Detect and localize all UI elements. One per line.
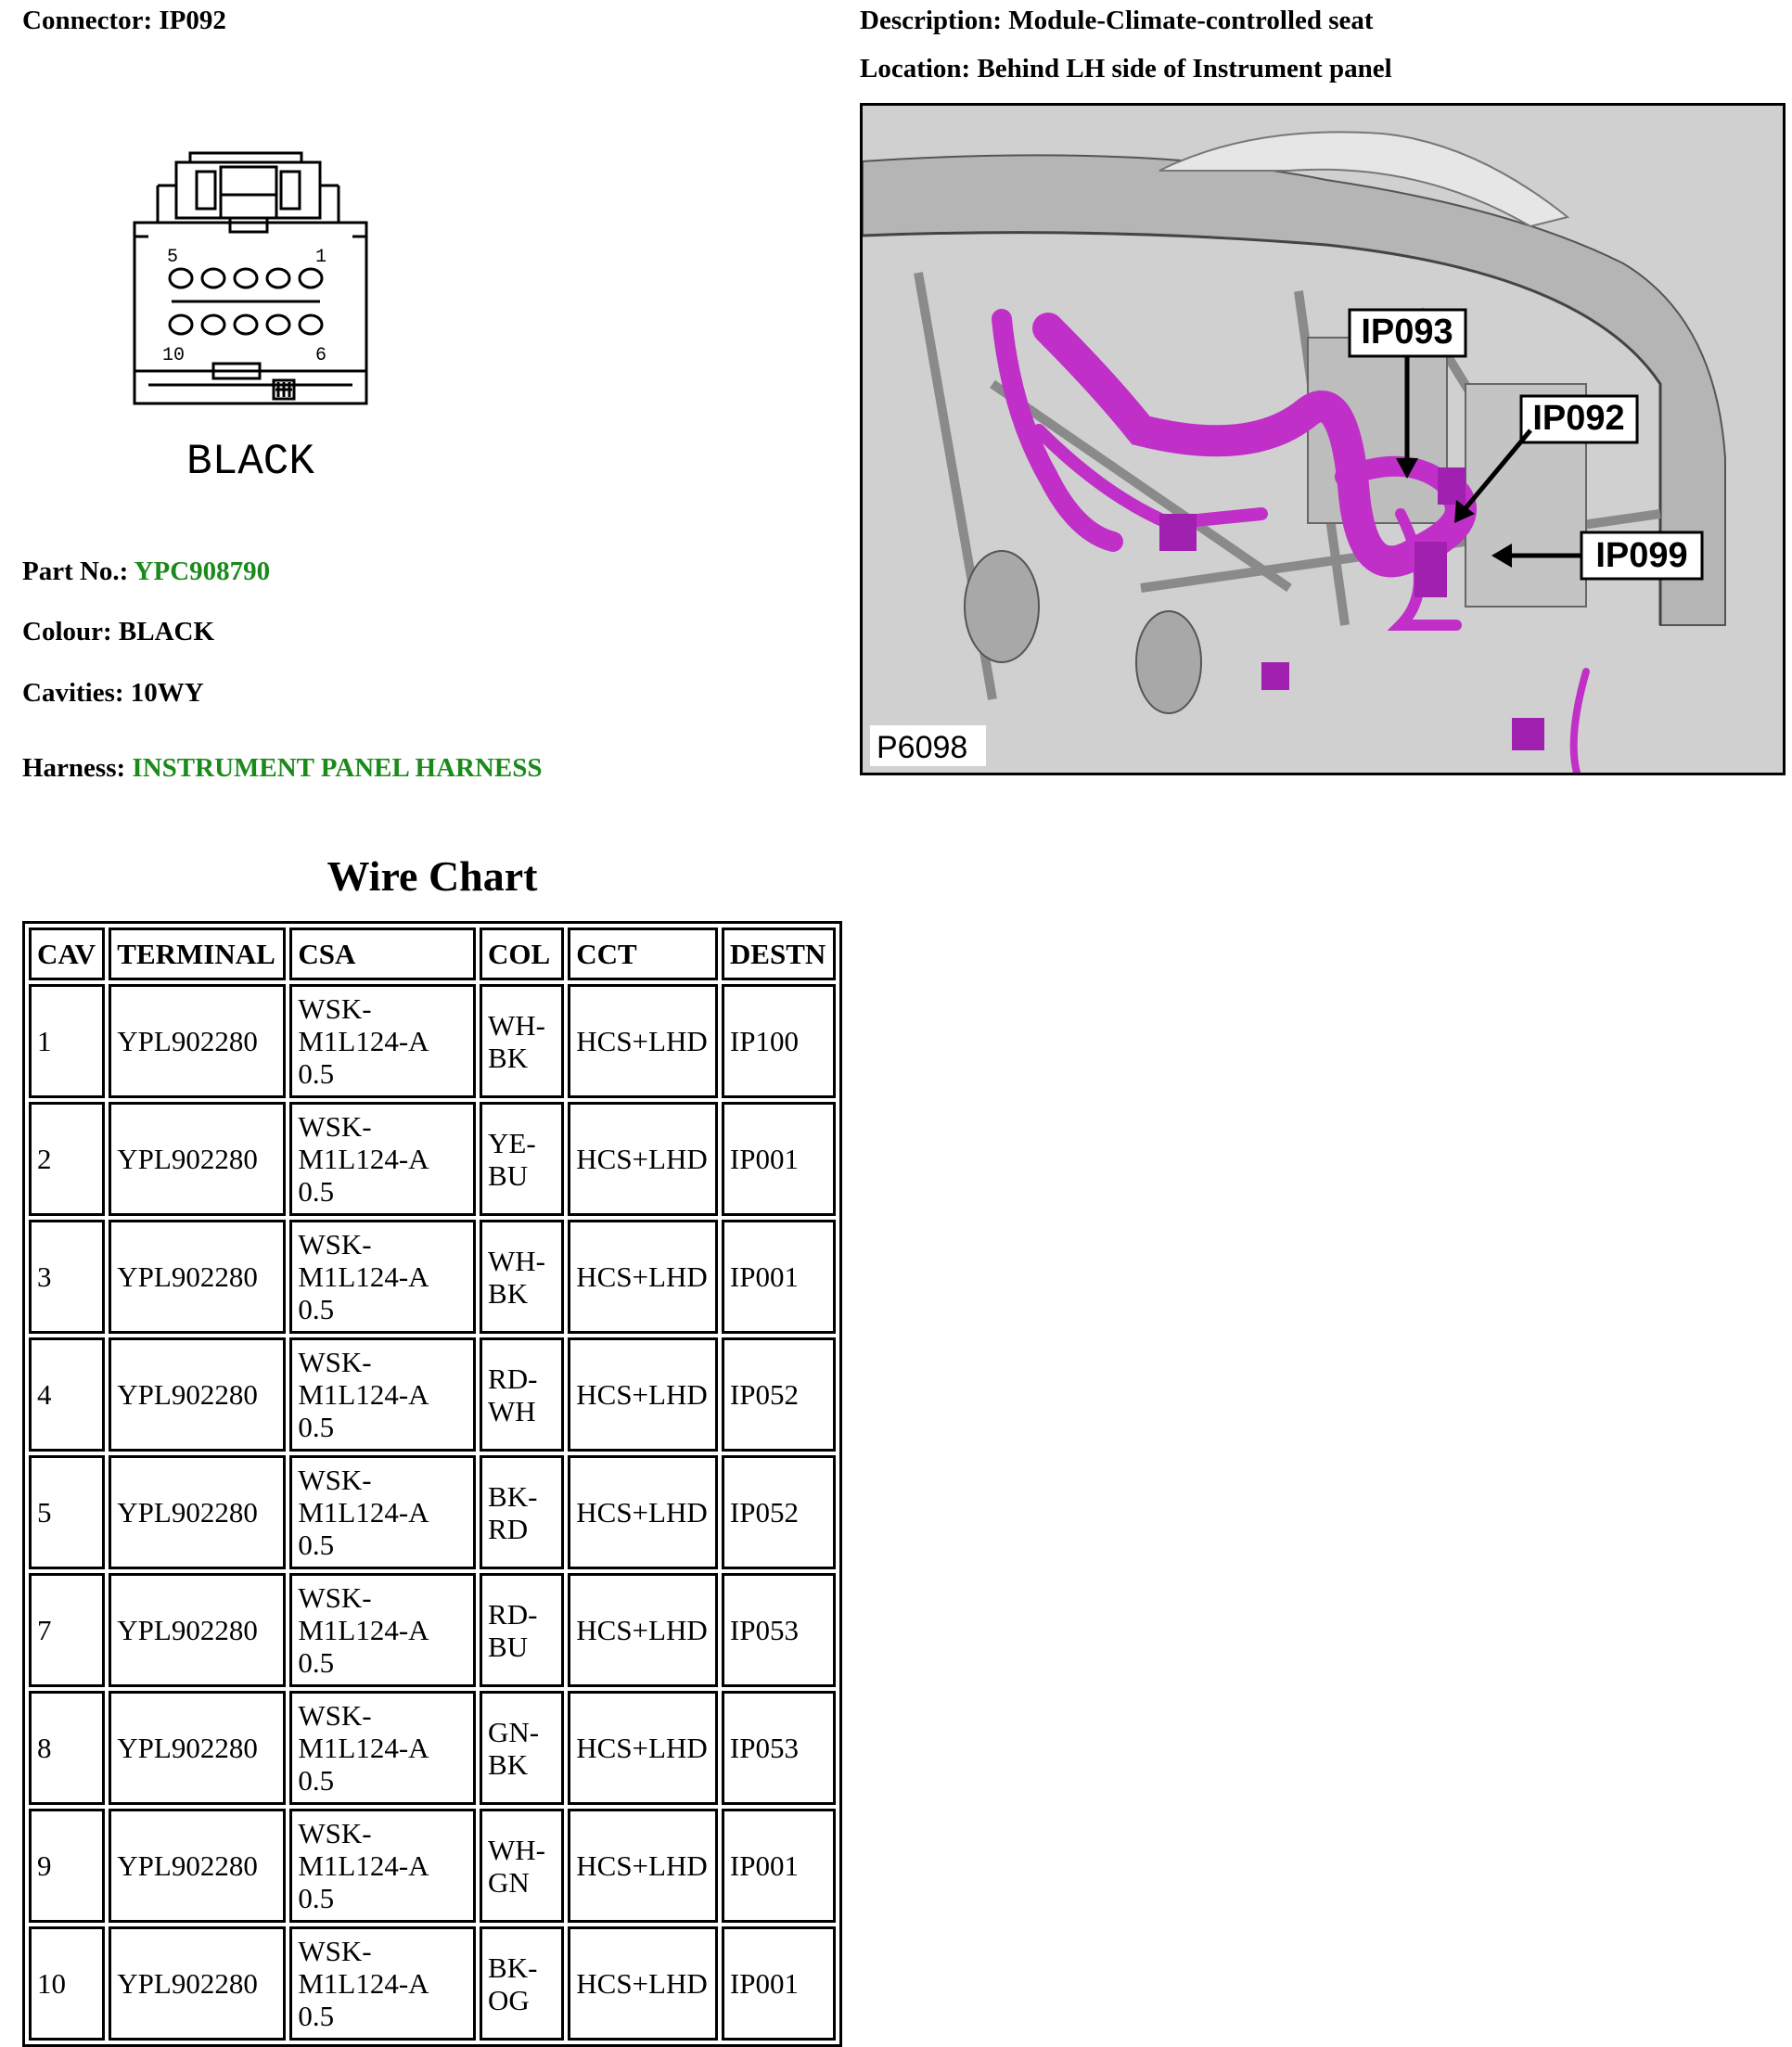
cell-col-text: OG [488, 1983, 530, 2016]
cell-cav-text: 7 [37, 1614, 52, 1646]
cell-csa-text: WSK- [298, 1464, 372, 1496]
cell-csa [289, 1455, 476, 1569]
cell-terminal [109, 1573, 286, 1687]
cell-cav [29, 1691, 105, 1805]
cell-col [480, 1455, 564, 1569]
connector-face-diagram [130, 148, 371, 501]
figure-code: P6098 [877, 730, 968, 765]
cell-terminal-text: YPL902280 [117, 1378, 258, 1411]
table-row [29, 1455, 836, 1569]
description-value: Module-Climate-controlled seat [1008, 6, 1374, 35]
cell-csa-text: M1L124-A [298, 1378, 429, 1411]
cell-csa [289, 984, 476, 1098]
cell-csa-text: 0.5 [298, 1882, 335, 1914]
cell-csa-text: M1L124-A [298, 1260, 429, 1293]
instrument-panel-illustration [863, 106, 1783, 773]
connector-label: Connector: [22, 6, 153, 35]
cell-terminal-text: YPL902280 [117, 1732, 258, 1764]
cell-destn [722, 1102, 836, 1216]
cell-csa-text: WSK- [298, 1110, 372, 1143]
cell-cct-text: HCS+LHD [576, 1967, 708, 2000]
cell-terminal [109, 1455, 286, 1569]
description-label: Description: [860, 6, 1003, 35]
cell-terminal [109, 1926, 286, 2041]
column-header-col: COL [480, 928, 564, 980]
cell-col [480, 1337, 564, 1452]
cell-cct-text: HCS+LHD [576, 1614, 708, 1646]
location-label: Location: [860, 54, 971, 83]
callout-ip099: IP099 [1595, 536, 1688, 575]
cell-csa [289, 1220, 476, 1334]
harness-line [22, 753, 543, 784]
cell-cav [29, 1220, 105, 1334]
cell-csa [289, 1337, 476, 1452]
cell-col-text: BK [488, 1747, 529, 1781]
cell-csa-text: M1L124-A [298, 1849, 429, 1882]
cell-cav-text: 1 [37, 1025, 52, 1057]
table-header-row [29, 928, 836, 980]
cell-terminal [109, 1102, 286, 1216]
cell-cct [568, 1809, 718, 1923]
cell-col [480, 1220, 564, 1334]
cell-destn [722, 984, 836, 1098]
cell-col [480, 1691, 564, 1805]
cell-csa-text: 0.5 [298, 1764, 335, 1797]
cell-col-text: WH [488, 1394, 536, 1427]
cell-terminal-text: YPL902280 [117, 1496, 258, 1529]
cell-csa-text: WSK- [298, 1817, 372, 1849]
column-header-csa: CSA [289, 928, 476, 980]
cell-cct-text: HCS+LHD [576, 1143, 708, 1175]
table-row [29, 1809, 836, 1923]
cell-cct [568, 1220, 718, 1334]
cell-terminal-text: YPL902280 [117, 1849, 258, 1882]
cavities-value: 10WY [130, 678, 204, 708]
cavities-label: Cavities: [22, 678, 124, 708]
harness-link[interactable]: INSTRUMENT PANEL HARNESS [132, 753, 543, 783]
cell-cct [568, 1573, 718, 1687]
cell-destn-text: IP001 [729, 1849, 799, 1882]
cell-csa [289, 1691, 476, 1805]
description-line [860, 6, 1374, 36]
cell-csa-text: M1L124-A [298, 1496, 429, 1529]
cell-cct-text: HCS+LHD [576, 1496, 708, 1529]
cell-csa [289, 1809, 476, 1923]
cell-cav [29, 1102, 105, 1216]
cell-col [480, 1102, 564, 1216]
wire-chart-title: Wire Chart [326, 852, 538, 900]
cell-terminal [109, 1691, 286, 1805]
cell-terminal-text: YPL902280 [117, 1025, 258, 1057]
location-value: Behind LH side of Instrument panel [977, 54, 1392, 83]
cell-csa-text: M1L124-A [298, 1614, 429, 1646]
table-row [29, 1220, 836, 1334]
cell-csa-text: M1L124-A [298, 1967, 429, 2000]
cell-col-text: RD- [488, 1362, 538, 1395]
callout-ip093: IP093 [1361, 313, 1453, 352]
cell-cav-text: 5 [37, 1496, 52, 1529]
cell-terminal-text: YPL902280 [117, 1614, 258, 1646]
cell-col-text: WH- [488, 1008, 546, 1042]
cell-destn-text: IP053 [729, 1732, 799, 1764]
pin-label-5: 5 [167, 247, 179, 268]
cell-csa-text: 0.5 [298, 1293, 335, 1325]
cell-col-text: BK- [488, 1479, 538, 1513]
cell-csa-text: WSK- [298, 1228, 372, 1260]
part-no-link[interactable]: YPC908790 [134, 557, 271, 586]
cell-col-text: BU [488, 1158, 529, 1192]
colour-label: Colour: [22, 617, 112, 646]
cell-csa-text: 0.5 [298, 1175, 335, 1208]
table-row [29, 984, 836, 1098]
connector-line [22, 6, 226, 36]
cell-col-text: GN [488, 1865, 530, 1899]
wire-chart-body [29, 984, 836, 2041]
part-no-label: Part No.: [22, 557, 129, 586]
column-header-cav: CAV [29, 928, 105, 980]
cell-col [480, 984, 564, 1098]
cell-destn-text: IP001 [729, 1967, 799, 2000]
wire-chart-table [22, 921, 842, 2047]
pin-label-10: 10 [162, 345, 186, 366]
cell-csa-text: WSK- [298, 1581, 372, 1614]
cell-col-text: GN- [488, 1715, 540, 1748]
cell-cav-text: 3 [37, 1260, 52, 1293]
cell-cav [29, 1337, 105, 1452]
cell-terminal-text: YPL902280 [117, 1967, 258, 2000]
cell-cav-text: 2 [37, 1143, 52, 1175]
cell-col-text: BK [488, 1041, 529, 1074]
cell-destn-text: IP001 [729, 1260, 799, 1293]
cell-col-text: BK [488, 1276, 529, 1310]
colour-value: BLACK [118, 617, 215, 646]
cell-destn-text: IP052 [729, 1378, 799, 1411]
harness-label: Harness: [22, 753, 126, 783]
cell-csa [289, 1573, 476, 1687]
cell-terminal [109, 984, 286, 1098]
cell-col-text: RD [488, 1512, 529, 1545]
cell-csa-text: M1L124-A [298, 1143, 429, 1175]
cell-cav-text: 9 [37, 1849, 52, 1882]
colour-line [22, 617, 214, 647]
column-header-destn: DESTN [722, 928, 836, 980]
cell-cct [568, 1337, 718, 1452]
cell-terminal [109, 1220, 286, 1334]
cell-csa-text: M1L124-A [298, 1025, 429, 1057]
cell-col-text: BU [488, 1630, 529, 1663]
callout-ip092: IP092 [1532, 399, 1625, 438]
cell-col-text: WH- [488, 1833, 546, 1866]
cell-cav-text: 8 [37, 1732, 52, 1764]
cell-terminal-text: YPL902280 [117, 1143, 258, 1175]
cell-cct-text: HCS+LHD [576, 1025, 708, 1057]
cell-col-text: WH- [488, 1244, 546, 1277]
cell-destn [722, 1220, 836, 1334]
cell-destn [722, 1573, 836, 1687]
cell-destn [722, 1926, 836, 2041]
table-row [29, 1102, 836, 1216]
cell-terminal-text: YPL902280 [117, 1260, 258, 1293]
cell-destn [722, 1455, 836, 1569]
cell-cct-text: HCS+LHD [576, 1849, 708, 1882]
cell-col-text: BK- [488, 1951, 538, 1984]
column-header-terminal: TERMINAL [109, 928, 286, 980]
cell-cav [29, 984, 105, 1098]
cell-csa-text: 0.5 [298, 2000, 335, 2032]
cell-cav [29, 1573, 105, 1687]
cell-cct-text: HCS+LHD [576, 1378, 708, 1411]
cell-csa-text: WSK- [298, 1699, 372, 1732]
cell-csa-text: 0.5 [298, 1411, 335, 1443]
cell-cav [29, 1809, 105, 1923]
cell-csa-text: WSK- [298, 992, 372, 1025]
cell-csa-text: WSK- [298, 1935, 372, 1967]
location-line [860, 54, 1392, 84]
cell-cct [568, 1926, 718, 2041]
connector-value: IP092 [159, 6, 226, 35]
cell-destn-text: IP053 [729, 1614, 799, 1646]
cell-terminal [109, 1337, 286, 1452]
cell-terminal [109, 1809, 286, 1923]
column-header-cct: CCT [568, 928, 718, 980]
cavities-line [22, 678, 204, 709]
cell-cct-text: HCS+LHD [576, 1732, 708, 1764]
cell-csa-text: 0.5 [298, 1646, 335, 1679]
connector-colour-caption: BLACK [186, 438, 315, 486]
cell-col-text: RD- [488, 1597, 538, 1631]
location-illustration [860, 103, 1786, 775]
cell-csa-text: 0.5 [298, 1057, 335, 1090]
cell-destn [722, 1691, 836, 1805]
cell-col [480, 1573, 564, 1687]
table-row [29, 1573, 836, 1687]
cell-cav [29, 1926, 105, 2041]
pin-label-1: 1 [315, 247, 327, 268]
table-row [29, 1691, 836, 1805]
cell-cct [568, 1102, 718, 1216]
cell-col [480, 1809, 564, 1923]
cell-destn-text: IP001 [729, 1143, 799, 1175]
cell-csa-text: WSK- [298, 1346, 372, 1378]
cell-csa-text: M1L124-A [298, 1732, 429, 1764]
cell-destn-text: IP052 [729, 1496, 799, 1529]
cell-destn [722, 1809, 836, 1923]
cell-cav [29, 1455, 105, 1569]
part-no-line [22, 557, 270, 587]
cell-cct [568, 1691, 718, 1805]
cell-cav-text: 4 [37, 1378, 52, 1411]
cell-cct [568, 984, 718, 1098]
cell-csa-text: 0.5 [298, 1529, 335, 1561]
cell-destn-text: IP100 [729, 1025, 799, 1057]
table-row [29, 1926, 836, 2041]
pin-label-6: 6 [315, 345, 327, 366]
table-row [29, 1337, 836, 1452]
cell-csa [289, 1926, 476, 2041]
cell-csa [289, 1102, 476, 1216]
cell-destn [722, 1337, 836, 1452]
cell-col [480, 1926, 564, 2041]
cell-cav-text: 10 [37, 1967, 66, 2000]
cell-col-text: YE- [488, 1126, 536, 1159]
cell-cct-text: HCS+LHD [576, 1260, 708, 1293]
cell-cct [568, 1455, 718, 1569]
